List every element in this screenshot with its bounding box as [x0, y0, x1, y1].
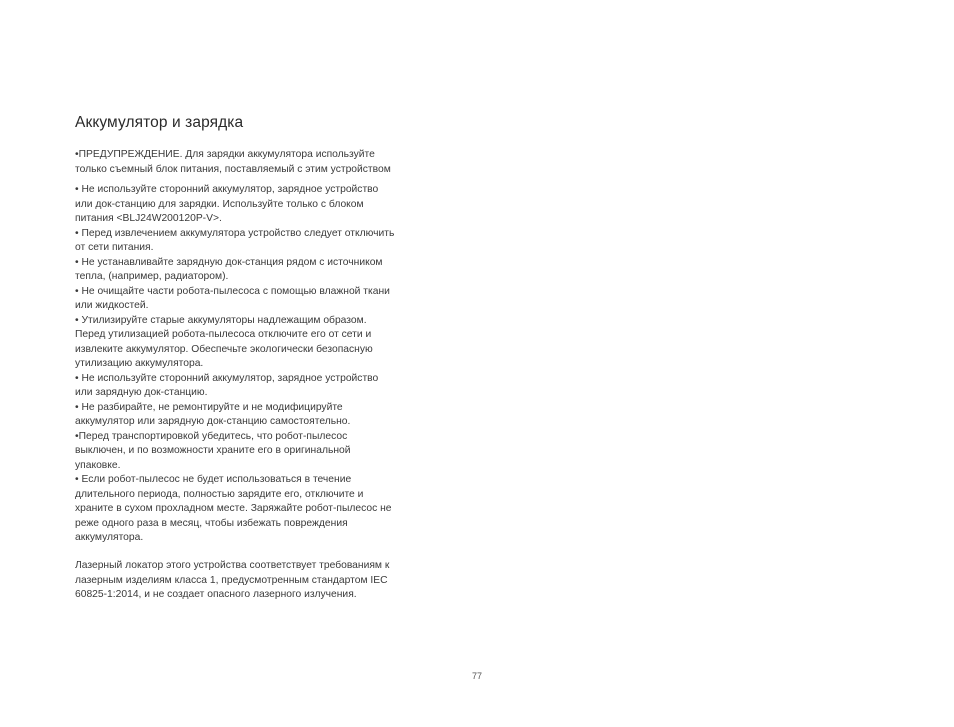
bullet-line: • Утилизируйте старые аккумуляторы надлежащим образом.	[75, 314, 367, 326]
bullet-line: храните в сухом прохладном месте. Заряжайте робот-пылесос не	[75, 503, 392, 514]
bullet-line: питания <BLJ24W200120P-V>.	[75, 213, 222, 224]
bullet-line: Перед утилизацией робота-пылесоса отключите его от сети и	[75, 329, 372, 340]
bullet-line: • Не очищайте части робота-пылесоса с помощью влажной ткани	[75, 285, 390, 297]
bullet-line: или жидкостей.	[75, 300, 149, 311]
safety-bullets	[75, 183, 445, 546]
laser-notice-line: 60825-1:2014, и не создает опасного лазерного излучения.	[75, 589, 357, 600]
bullet-line: извлеките аккумулятор. Обеспечьте экологически безопасную	[75, 343, 373, 355]
laser-notice-line: Лазерный локатор этого устройства соответствует требованиям к	[75, 560, 390, 571]
bullet-line: • Не используйте сторонний аккумулятор, зарядное устройство	[75, 372, 379, 384]
bullet-line: • Не устанавливайте зарядную док-станция рядом с источником	[75, 256, 383, 268]
bullet-line: • Не разбирайте, не ремонтируйте и не модифицируйте	[75, 401, 343, 413]
bullet-line: • Не используйте сторонний аккумулятор, зарядное устройство	[75, 184, 379, 195]
laser-notice-line: лазерным изделиям класса 1, предусмотренным стандартом IEC	[75, 574, 388, 586]
warning-line: только съемный блок питания, поставляемый с этим устройством	[75, 163, 391, 175]
bullet-line: или док-станцию для зарядки. Используйте только с блоком	[75, 198, 364, 210]
laser-compliance-notice	[75, 559, 445, 603]
bullet-line: • Если робот-пылесос не будет использоваться в течение	[75, 474, 352, 485]
bullet-line: аккумулятора.	[75, 532, 144, 543]
charging-warning	[75, 148, 445, 177]
bullet-line: упаковке.	[75, 459, 121, 471]
warning-line: •ПРЕДУПРЕЖДЕНИЕ. Для зарядки аккумулятора используйте	[75, 149, 375, 160]
bullet-line: • Перед извлечением аккумулятора устройство следует отключить	[75, 227, 395, 239]
bullet-line: реже одного раза в месяц, чтобы избежать повреждения	[75, 517, 348, 529]
bullet-line: тепла, (например, радиатором).	[75, 271, 229, 282]
bullet-line: или зарядную док-станцию.	[75, 387, 208, 398]
bullet-line: •Перед транспортировкой убедитесь, что робот-пылесос	[75, 430, 348, 442]
bullet-line: выключен, и по возможности храните его в оригинальной	[75, 445, 351, 456]
page-number: 77	[471, 671, 482, 681]
bullet-line: длительного периода, полностью зарядите его, отключите и	[75, 488, 364, 500]
bullet-line: аккумулятор или зарядную док-станцию самостоятельно.	[75, 416, 351, 427]
bullet-line: от сети питания.	[75, 242, 154, 253]
section-title: Аккумулятор и зарядка	[75, 114, 244, 131]
bullet-line: утилизацию аккумулятора.	[75, 358, 204, 369]
